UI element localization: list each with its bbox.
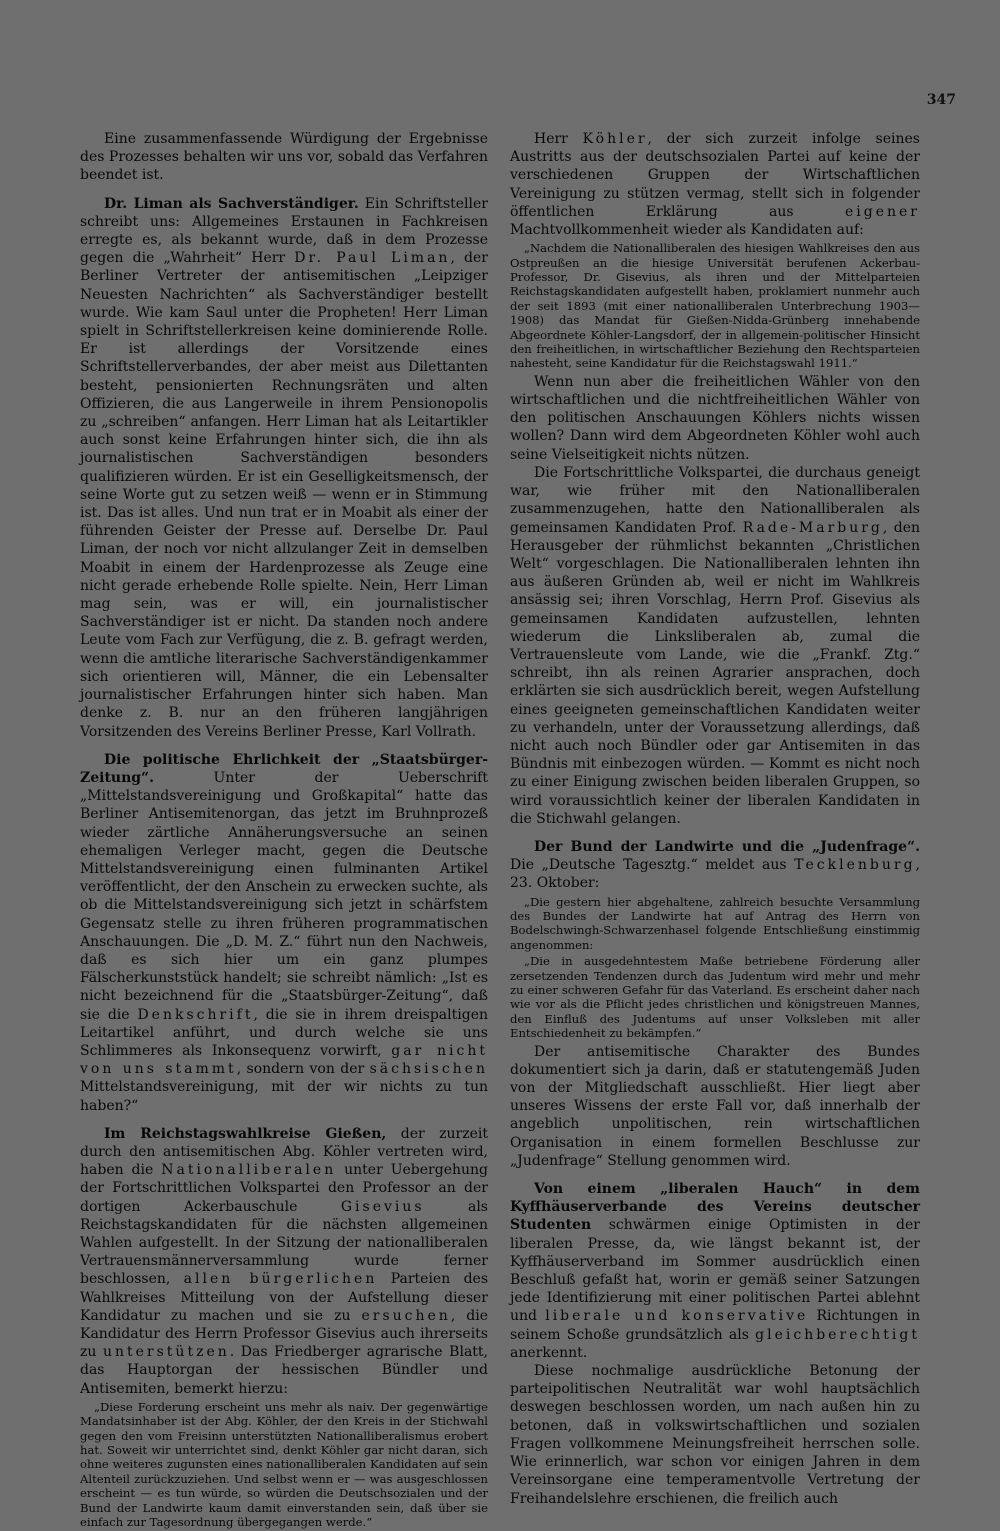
paragraph-intro: Eine zusammenfassende Würdigung der Ergebnisse des Prozesses behalten wir uns vor, sobald das Verfahren beendet ist. — [80, 131, 488, 184]
heading-bund: Der Bund der Landwirte und die „Judenfrage“. — [534, 838, 920, 855]
spaced-text: allen bürgerlichen — [183, 1271, 378, 1288]
paragraph-koehler — [510, 130, 920, 239]
heading-kyffhaeuser: Von einem „liberalen Hauch“ in dem Kyffhäuserverbande des Vereins deutscher Studenten — [510, 1181, 920, 1234]
text-span: Mittelstandsvereinigung, mit der wir nichts zu tun haben?“ — [80, 1079, 488, 1114]
spaced-text: unterstützen — [102, 1344, 230, 1361]
text-span: , der Berliner Vertreter der antisemitischen „Leipziger Neuesten Nachrichten“ als Sachverständiger bestellt wurde. Wie kam Saul unter die Propheten! Herr Liman spielt in Schriftstellerkreisen keine dominierende Rolle. Er ist allerdings der Vorsitzende eines Schriftstellerverbandes, der aber meist aus Dilettanten besteht, pensionierten Rechnungsräten und alten Offizieren, die aus Langerweile in ihrem Pensionopolis zu „schreiben“ anfangen. Herr Liman hat als Leitartikler auch sonst keine Erfahrungen hinter sich, die ihn als journalistischen Sachverständigen besonders qualifizieren würden. Er ist ein Geselligkeitsmensch, der seine Worte gut zu setzen weiß — wenn er in Stimmung ist. Das ist alles. Und nun trat er in Moabit als einer der führenden Geister der Presse auf. Derselbe Dr. Paul Liman, der noch vor nicht allzulanger Zeit in demselben Moabit in einem der Hardenprozesse als Zeuge eine nicht gerade erhebende Rolle spielte. Nein, Herr Liman mag sein, was er will, ein journalistischer Sachverständiger ist er nicht. Da standen noch andere Leute vom Fach zur Verfügung, die z. B. gefragt werden, wenn die amtliche literarische Sachverständigenkammer sich orientieren will, Männer, die ein Lebensalter journalistischer Erfahrungen hinter sich haben. Man denke z. B. nur an den früheren langjährigen Vorsitzenden des Vereins Berliner Presse, Karl Vollrath. — [80, 250, 488, 740]
spaced-text: gar nicht von uns stammt — [80, 1042, 488, 1078]
text-span: , sondern von der — [236, 1061, 370, 1078]
text-span: der zurzeit durch den antisemitischen Abg. Köhler vertreten wird, haben die — [80, 1125, 488, 1179]
spaced-text: gleichberechtigt — [755, 1326, 920, 1343]
text-span: , 23. Oktober: — [510, 857, 920, 892]
quote-friedberg: „Diese Forderung erscheint uns mehr als naiv. Der gegenwärtige Mandatsinhaber ist der Abg. Köhler, der den Kreis in der Stichwahl gegen den vom Freisinn unterstützten Nationalliberalismus erobert hat. Soweit wir unterrichtet sind, denkt Köhler gar nicht daran, sich ohne weiteres zugunsten eines nationalliberalen Kandidaten auf sein Altenteil zurückzuziehen. Und selbst wenn er — was ausgeschlossen erscheint — es tun würde, so würden die Deutschsozialen und der Bund der Landwirte kaum damit einverstanden sein, daß über sie einfach zur Tagesordnung übergegangen werde.“ — [80, 1399, 488, 1530]
text-span: Unter der Ueberschrift „Mittelstandsvereinigung und Großkapital“ hatte das Berliner Antisemitenorgan, das jetzt im Bruhnprozeß wieder zärtliche Annäherungsversuche an seinen ehemaligen Verleger macht, gegen die Deutsche Mittelstandsvereinigung einen fulminanten Artikel veröffentlicht, der den Anschein zu erwecken suchte, als ob die Mittelstandsvereinigung sich jetzt in schärfstem Gegensatz stelle zu ihren früheren programmatischen Anschauungen. Die „D. M. Z.“ führt nun den Nachweis, daß es sich hier um ein ganz plumpes Fälscherkunststück handelt; sie schreibt nämlich: „Ist es nicht bezeichnend für die „Staatsbürger-Zeitung“, daß sie die — [80, 769, 488, 1023]
text-span: , die sie in ihrem dreispaltigen Leitartikel anführt, und durch welche sie uns Schlimmeres als Inkonsequenz vorwirft, — [80, 1006, 488, 1059]
spaced-text: Gisevius — [340, 1198, 425, 1215]
spaced-text: Denkschrift — [137, 1006, 254, 1023]
quote-versammlung: „Die gestern hier abgehaltene, zahlreich besuchte Versammlung des Bundes der Landwirte hat auf Antrag des Herrn von Bodelschwingh-Schwarzenhasel folgende Entschließung einstimmig angenommen: — [510, 894, 920, 952]
text-span: , den Herausgeber der rühmlichst bekannten „Christlichen Welt“ vorgeschlagen. Die Nationalliberalen lehnten ihn aus äußeren Gründen ab, weil er nicht im Wahlkreis ansässig sei; ihren Vorschlag, Herrn Prof. Gisevius als gemeinsamen Kandidaten aufzustellen, lehnten wiederum die Linksliberalen ab, zumal die Vertrauensleute vom Lande, wie die „Frankf. Ztg.“ schreibt, ihn als reinen Agrarier ansprachen, doch erklärten sie sich ausdrücklich bereit, wegen Aufstellung eines geeigneten gemeinschaftlichen Kandidaten weiter zu verhandeln, unter der Voraussetzung allerdings, daß nicht auch noch Bündler oder gar Antisemiten in das Bündnis mit einbezogen würden. — Kommt es nicht noch zu einer Einigung zwischen beiden liberalen Gruppen, so wird voraussichtlich keiner der liberalen Kandidaten in die Stichwahl gelangen. — [510, 519, 920, 827]
spaced-text: Tecklenburg — [794, 857, 916, 874]
spaced-text: sächsischen — [369, 1061, 488, 1078]
text-span: unter Uebergehung der Fortschrittlichen Volkspartei den Professor an der dortigen Ackerbauschule — [80, 1162, 488, 1215]
text-span: Richtungen in seinem Schoße grundsätzlich als — [510, 1308, 921, 1343]
spaced-text: Köhler — [582, 131, 648, 147]
text-span: , der sich zurzeit infolge seines Austritts aus der deutschsozialen Partei auf keine der verschiedenen Gruppen der Wirtschaftlichen Vereinigung zu stützen vermag, stellt sich in folgender öffentlichen Erklärung aus — [510, 131, 920, 220]
text-span: Die „Deutsche Tagesztg.“ meldet aus — [510, 857, 795, 874]
paragraph-giessen — [80, 1125, 488, 1398]
heading-staatsbuerger: Die politische Ehrlichkeit der „Staatsbürger-Zeitung“. — [80, 751, 488, 786]
paragraph-liman — [80, 195, 488, 741]
spaced-text: liberale und konservative — [545, 1308, 809, 1325]
text-span: Die Fortschrittliche Volkspartei, die durchaus geneigt war, wie früher mit den Nationalliberalen zusammenzugehen, hatte den Nationalliberalen als gemeinsamen Kandidaten Prof. — [510, 464, 920, 536]
text-span: Herr — [534, 131, 583, 147]
paragraph-charakter: Der antisemitische Charakter des Bundes dokumentiert sich ja darin, daß er statutengemäß Juden von der Mitgliedschaft ausschließt. Hier liegt aber unseres Wissens der erste Fall vor, daß innerhalb der angeblich unpolitischen, rein wirtschaftlichen Organisation in einem formellen Beschlusse zur „Judenfrage“ Stellung genommen wird. — [510, 1043, 920, 1169]
text-span: Ein Schriftsteller schreibt uns: Allgemeines Erstaunen in Fachkreisen erregte es, als bekannt wurde, daß in dem Prozesse gegen die „Wahrheit“ Herr — [80, 195, 488, 267]
heading-giessen: Im Reichstagswahlkreise Gießen, — [104, 1125, 387, 1142]
text-span: anerkennt. — [510, 1344, 588, 1361]
spaced-text: Rade-Marburg — [742, 519, 883, 536]
quote-koehler: „Nachdem die Nationalliberalen des hiesigen Wahlkreises den aus Ostpreußen an die hiesige Universität berufenen Ackerbau-Professor, Dr. Gisevius, als ihren und der Mittelparteien Reichstagskandidaten aufgestellt haben, proklamiert nunmehr auch der seit 1893 (mit einer nationalliberalen Unterbrechung 1903—1908) das Mandat für Gießen-Nidda-Grünberg innehabende Abgeordnete Köhler-Langsdorf, der in allgemein-politischer Hinsicht den freiheitlichen, in wirtschaftlicher Beziehung den Rechtsparteien nahesteht, seine Kandidatur für die Reichstagswahl 1911.“ — [510, 241, 920, 371]
text-span: , die Kandidatur des Herrn Professor Gisevius auch ihrerseits zu — [80, 1307, 488, 1361]
left-column — [80, 130, 488, 1531]
spaced-name: Dr. Paul Liman — [294, 250, 451, 267]
heading-liman: Dr. Liman als Sachverständiger. — [104, 195, 359, 212]
page-number: 347 — [926, 92, 956, 108]
text-span: . Das Friedberger agrarische Blatt, das Hauptorgan der hessischen Bündler und Antisemiten, bemerkt hierzu: — [80, 1344, 488, 1397]
spaced-text: Nationalliberalen — [161, 1162, 337, 1179]
spaced-text: eigener — [844, 203, 920, 220]
paragraph-bund — [510, 838, 920, 893]
paragraph-waehler: Wenn nun aber die freiheitlichen Wähler von den wirtschaftlichen und die nichtfreiheitlichen Wähler von den politischen Anschauungen Köhlers nichts wissen wollen? Dann wird dem Abgeordneten Köhler wohl auch seine Vielseitigkeit nichts nützen. — [510, 373, 920, 463]
text-span: als Reichstagskandidaten für die nächsten allgemeinen Wahlen aufgestellt. In der Sitzung der nationalliberalen Vertrauensmännerversammlung wurde ferner beschlossen, — [80, 1198, 488, 1288]
text-span: Machtvollkommenheit wieder als Kandidaten auf: — [510, 222, 864, 239]
text-span: schwärmen einige Optimisten in der liberalen Presse, da, wie längst bekannt ist, der Kyffhäuserverband im Sommer ausdrücklich einen Beschluß gefaßt hat, worin er gemäß seiner Satzungen jede Identifizierung mit einer politischen Partei ablehnt und — [510, 1217, 920, 1325]
paragraph-neutralitaet: Diese nochmalige ausdrückliche Betonung der parteipolitischen Neutralität war wohl hauptsächlich deswegen beschlossen worden, um nach außen hin zu betonen, daß in volkswirtschaftlichen und sozialen Fragen vollkommene Meinungsfreiheit herrschen solle. Wie erinnerlich, war schon vor einigen Jahren in dem Vereinsorgane eine temperamentvolle Vertretung der Freihandelslehre erschienen, die freilich auch — [510, 1363, 920, 1507]
quote-entschliessung: „Die in ausgedehntestem Maße betriebene Förderung aller zersetzenden Tendenzen durch das Judentum wird mehr und mehr zu einer schweren Gefahr für das Vaterland. Es erscheint daher nach wie vor als die Pflicht jedes christlichen und königstreuen Mannes, den Einfluß des Judentums auf unser Volksleben mit aller Entschiedenheit zu bekämpfen.“ — [510, 954, 920, 1041]
paragraph-staatsbuerger — [80, 751, 488, 1115]
spaced-text: ersuchen — [361, 1307, 451, 1324]
text-span: Parteien des Wahlkreises Mitteilung von der Aufstellung dieser Kandidatur zu machen und sie zu — [80, 1271, 489, 1324]
paragraph-volkspartei — [510, 464, 920, 828]
right-column — [510, 130, 920, 1508]
paragraph-kyffhaeuser — [510, 1180, 920, 1362]
